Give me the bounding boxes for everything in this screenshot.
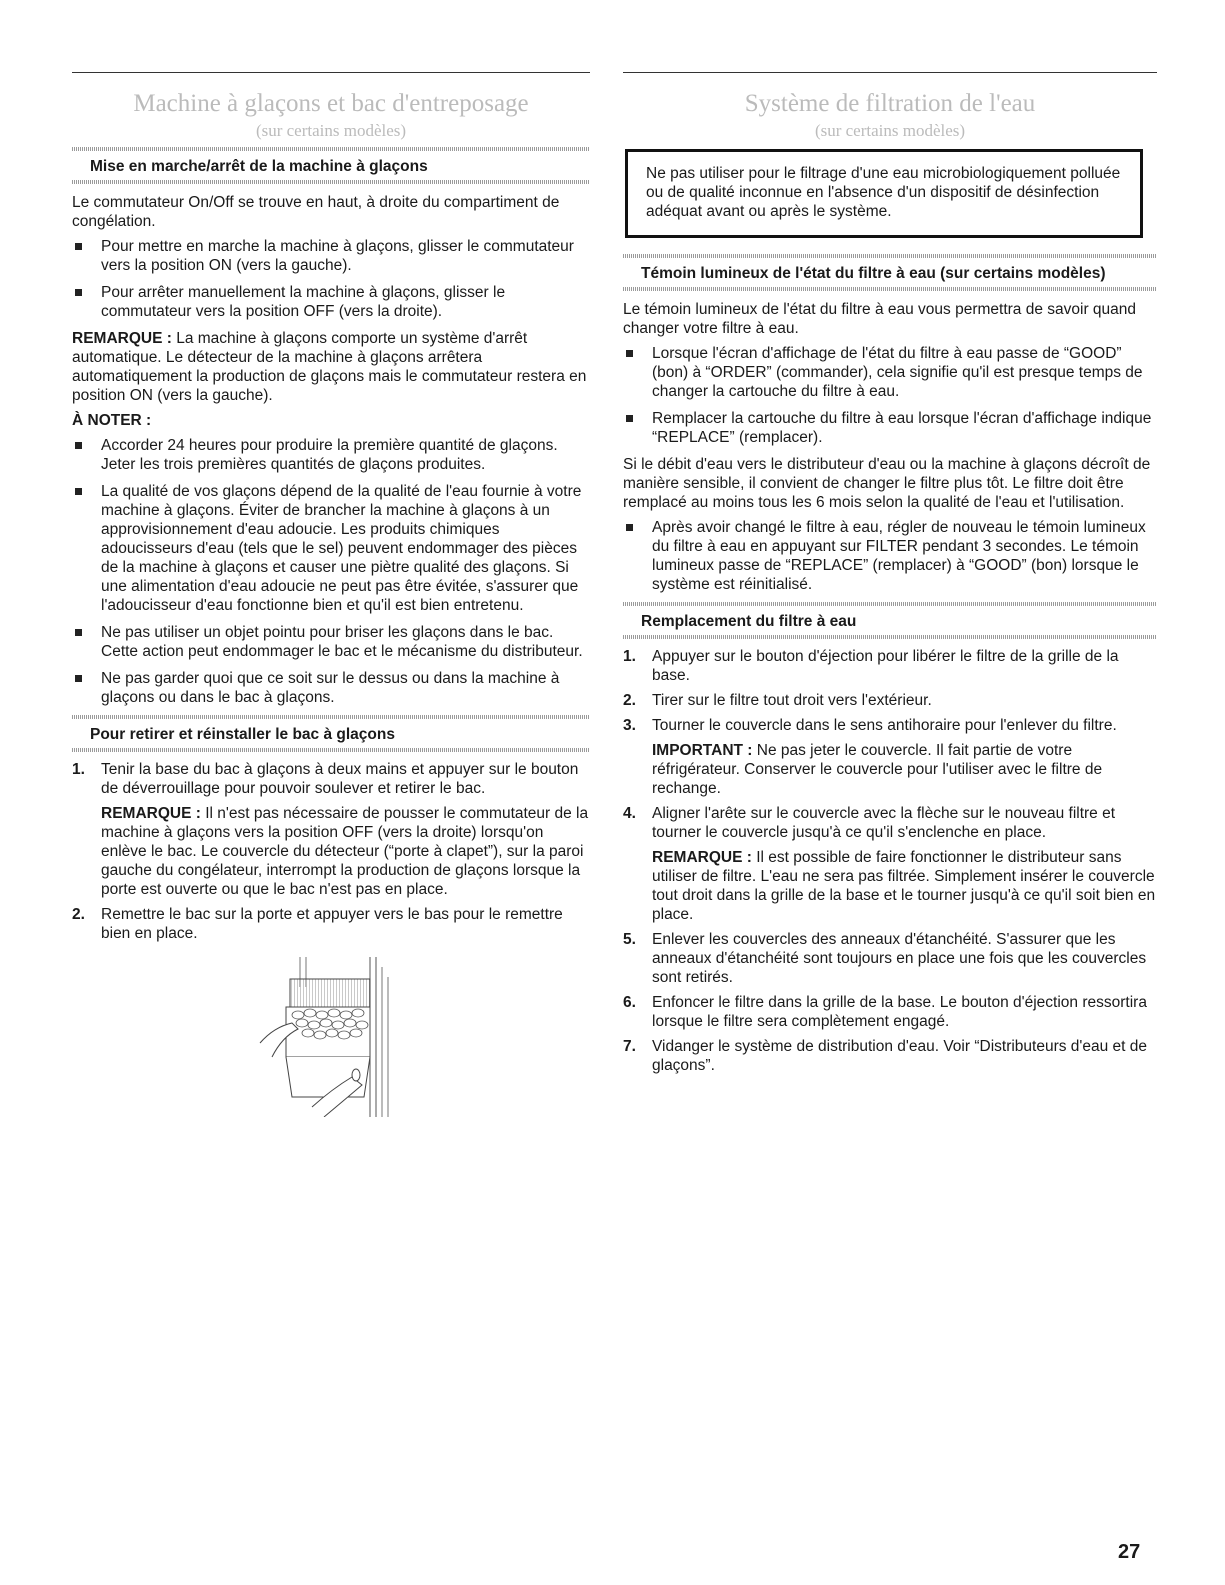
list-item xyxy=(623,344,1157,401)
list-item-text: Lorsque l'écran d'affichage de l'état du filtre à eau passe de “GOOD” (bon) à “ORDER” (commander), cela signifie qu'il est presque temps de changer la cartouche du filtre à eau. xyxy=(652,345,1143,400)
square-bullet-icon xyxy=(626,415,633,422)
subheading-filter-status-light: Témoin lumineux de l'état du filtre à eau (sur certains modèles) xyxy=(641,265,1106,282)
list-item xyxy=(72,623,590,661)
square-bullet-icon xyxy=(626,350,633,357)
step-text: Tenir la base du bac à glaçons à deux mains et appuyer sur le bouton de déverrouillage pour pouvoir soulever et retirer le bac. xyxy=(101,761,579,797)
note-text: Il n'est pas nécessaire de pousser le commutateur de la machine à glaçons vers la position OFF (vers la droite) lorsqu'on enlève le bac. Le couvercle du détecteur (“porte à clapet”), sur la paroi gauche du congélateur, interrompt la production de glaçons lorsque la porte est ouverte ou que le bac n'est pas en place. xyxy=(101,805,589,898)
hatch-divider xyxy=(72,180,590,184)
list-item xyxy=(72,283,590,321)
remark-label: REMARQUE : xyxy=(72,330,172,347)
intro-paragraph: Le témoin lumineux de l'état du filtre à eau vous permettra de savoir quand changer votre filtre à eau. xyxy=(623,301,1137,337)
square-bullet-icon xyxy=(75,243,82,250)
note-label: REMARQUE : xyxy=(652,849,752,866)
hatch-divider xyxy=(623,635,1157,639)
step-number: 7. xyxy=(623,1038,636,1055)
step-text: Enfoncer le filtre dans la grille de la base. Le bouton d'éjection ressortira lorsque le filtre sera complètement engagé. xyxy=(652,994,1147,1030)
step-text: Remettre le bac sur la porte et appuyer vers le bas pour le remettre bien en place. xyxy=(101,906,563,942)
step-number: 5. xyxy=(623,931,636,948)
section-title: Machine à glaçons et bac d'entreposage xyxy=(133,90,529,117)
list-item-text: Après avoir changé le filtre à eau, régler de nouveau le témoin lumineux du filtre à eau en appuyant sur FILTER pendant 3 secondes. Le témoin lumineux passe de “REPLACE” (remplacer) à “GOOD” (bon) lorsque le système est réinitialisé. xyxy=(652,519,1146,593)
list-item-text: Pour mettre en marche la machine à glaçons, glisser le commutateur vers la position ON (vers la gauche). xyxy=(101,238,574,274)
top-rule xyxy=(72,72,590,73)
bullet-list xyxy=(623,344,1157,447)
step-item xyxy=(623,930,1157,987)
step-item xyxy=(72,760,590,899)
list-item-text: Accorder 24 heures pour produire la première quantité de glaçons. Jeter les trois premières quantités de glaçons produites. xyxy=(101,437,558,473)
step-number: 2. xyxy=(623,692,636,709)
step-text: Aligner l'arête sur le couvercle avec la flèche sur le nouveau filtre et tourner le couvercle jusqu'à ce qu'il s'enclenche en place. xyxy=(652,805,1116,841)
square-bullet-icon xyxy=(626,524,633,531)
step-number: 4. xyxy=(623,805,636,822)
note-text: Ne pas jeter le couvercle. Il fait partie de votre réfrigérateur. Conserver le couvercle pour l'utiliser avec le filtre de rechange. xyxy=(652,742,1103,797)
section-subtitle: (sur certains modèles) xyxy=(814,121,966,140)
warning-box xyxy=(625,149,1143,238)
step-number: 1. xyxy=(72,761,85,778)
step-item xyxy=(623,1037,1157,1075)
hatch-divider xyxy=(72,748,590,752)
step-item xyxy=(72,905,590,943)
body-paragraph: Si le débit d'eau vers le distributeur d'eau ou la machine à glaçons décroît de manière sensible, il convient de changer le filtre plus tôt. Le filtre doit être remplacé au moins tous les 6 mois selon la qualité de l'eau et l'utilisation. xyxy=(623,456,1151,511)
step-item xyxy=(623,993,1157,1031)
bullet-list xyxy=(623,518,1157,594)
left-column xyxy=(72,72,590,1117)
list-item-text: Pour arrêter manuellement la machine à glaçons, glisser le commutateur vers la position OFF (vers la droite). xyxy=(101,284,506,320)
section-title: Système de filtration de l'eau xyxy=(744,90,1036,117)
remark-paragraph xyxy=(72,329,590,405)
subheading-remove-bin: Pour retirer et réinstaller le bac à glaçons xyxy=(90,726,395,743)
step-note xyxy=(652,848,1157,924)
step-item xyxy=(623,691,1157,710)
right-column xyxy=(623,72,1157,1081)
square-bullet-icon xyxy=(75,289,82,296)
list-item-text: La qualité de vos glaçons dépend de la qualité de l'eau fournie à votre machine à glaçons. Éviter de brancher la machine à glaçons à un approvisionnement d'eau adoucie. Les produits chimiques adoucisseurs d'eau (tels que le sel) peuvent endommager des pièces de la machine à glaçons et causer une piètre qualité des glaçons. Si une alimentation d'eau adoucie ne peut pas être évitée, s'assurer que l'adoucisseur d'eau fonctionne bien et qu'il est bien entretenu. xyxy=(101,483,582,614)
step-item xyxy=(623,647,1157,685)
step-text: Tourner le couvercle dans le sens antihoraire pour l'enlever du filtre. xyxy=(652,717,1117,734)
page-number: 27 xyxy=(1118,1541,1141,1563)
square-bullet-icon xyxy=(75,675,82,682)
note-text: Il est possible de faire fonctionner le distributeur sans utiliser de filtre. L'eau ne sera pas filtrée. Simplement insérer le couvercle tout droit dans la grille de la base et le tourner jusqu'à ce qu'il soit bien en place. xyxy=(652,849,1156,923)
intro-paragraph: Le commutateur On/Off se trouve en haut, à droite du compartiment de congélation. xyxy=(72,194,560,230)
section-subtitle: (sur certains modèles) xyxy=(255,121,407,140)
subheading-ice-maker-on-off: Mise en marche/arrêt de la machine à glaçons xyxy=(90,158,428,175)
square-bullet-icon xyxy=(75,488,82,495)
step-number: 1. xyxy=(623,648,636,665)
step-note xyxy=(101,804,590,899)
note-label: IMPORTANT : xyxy=(652,742,753,759)
step-number: 2. xyxy=(72,906,85,923)
note-label: REMARQUE : xyxy=(101,805,201,822)
list-item xyxy=(623,409,1157,447)
remark-text: La machine à glaçons comporte un système d'arrêt automatique. Le détecteur de la machine à glaçons arrêtera automatiquement la production de glaçons mais le commutateur restera en position ON (vers la gauche). xyxy=(72,330,587,404)
note-heading: À NOTER : xyxy=(72,412,152,429)
step-item xyxy=(623,804,1157,924)
step-text: Appuyer sur le bouton d'éjection pour libérer le filtre de la grille de la base. xyxy=(652,648,1119,684)
warning-text: Ne pas utiliser pour le filtrage d'une eau microbiologiquement polluée ou de qualité inconnue en l'absence d'un dispositif de désinfection adéquat avant ou après le système. xyxy=(646,165,1121,220)
square-bullet-icon xyxy=(75,629,82,636)
list-item xyxy=(72,669,590,707)
bullet-list xyxy=(72,237,590,321)
step-text: Enlever les couvercles des anneaux d'étanchéité. S'assurer que les anneaux d'étanchéité sont toujours en place une fois que les couvercles sont retirés. xyxy=(652,931,1147,986)
step-text: Vidanger le système de distribution d'eau. Voir “Distributeurs d'eau et de glaçons”. xyxy=(652,1038,1148,1074)
list-item xyxy=(72,436,590,474)
list-item xyxy=(623,518,1157,594)
square-bullet-icon xyxy=(75,442,82,449)
ice-bin-illustration xyxy=(252,957,402,1117)
step-number: 3. xyxy=(623,717,636,734)
list-item-text: Remplacer la cartouche du filtre à eau lorsque l'écran d'affichage indique “REPLACE” (remplacer). xyxy=(652,410,1152,446)
step-text: Tirer sur le filtre tout droit vers l'extérieur. xyxy=(652,692,932,709)
list-item xyxy=(72,237,590,275)
list-item-text: Ne pas utiliser un objet pointu pour briser les glaçons dans le bac. Cette action peut endommager le bac et le mécanisme du distributeur. xyxy=(101,624,583,660)
step-item xyxy=(623,716,1157,798)
hatch-divider xyxy=(623,287,1157,291)
list-item-text: Ne pas garder quoi que ce soit sur le dessus ou dans la machine à glaçons ou dans le bac à glaçons. xyxy=(101,670,560,706)
note-bullet-list xyxy=(72,436,590,707)
numbered-list xyxy=(72,760,590,943)
numbered-list xyxy=(623,647,1157,1075)
subheading-filter-replacement: Remplacement du filtre à eau xyxy=(641,613,857,630)
list-item xyxy=(72,482,590,615)
step-number: 6. xyxy=(623,994,636,1011)
step-note xyxy=(652,741,1157,798)
top-rule xyxy=(623,72,1157,73)
